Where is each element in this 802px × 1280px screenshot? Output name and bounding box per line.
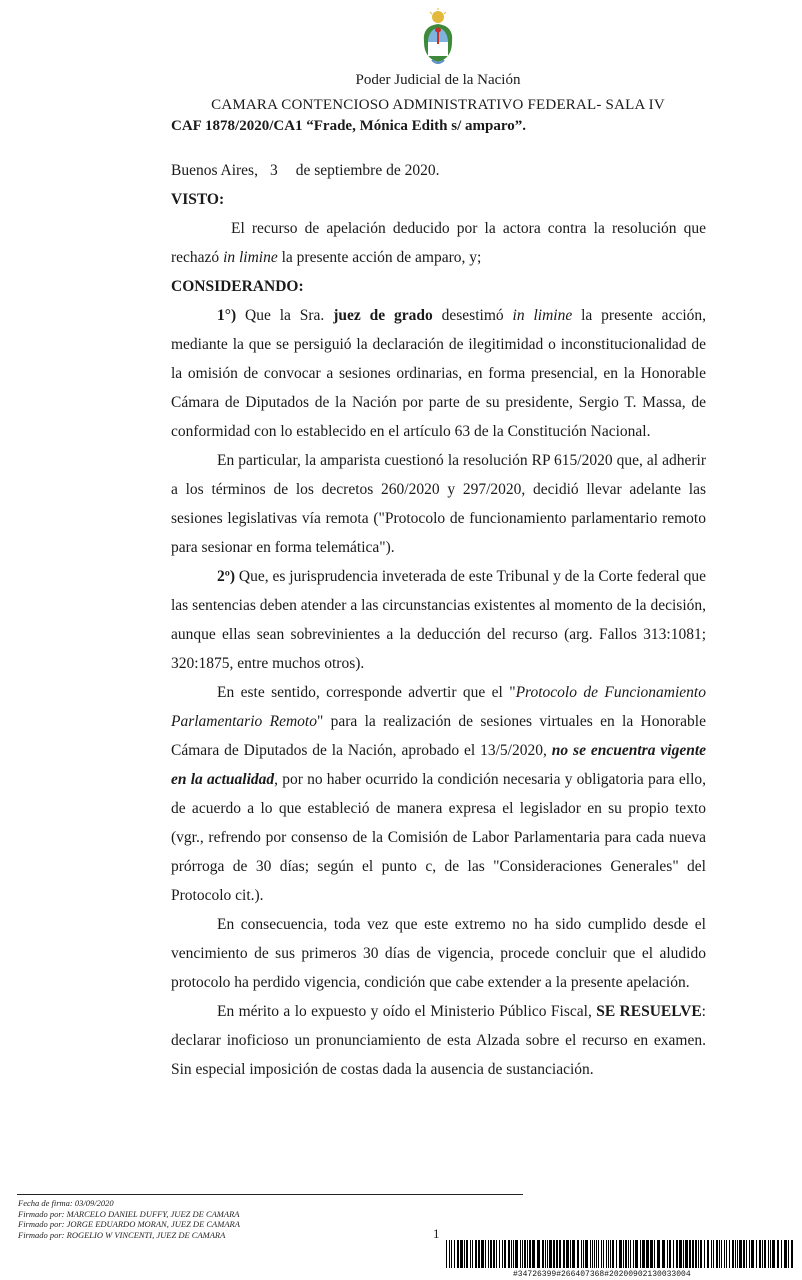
signature-block [18,1198,240,1240]
page-number: 1 [433,1226,440,1241]
date-rest: de septiembre de 2020. [295,162,440,179]
paragraph-6-text-a: En mérito a lo expuesto y oído el Ministerio Público Fiscal, [217,1003,597,1020]
signature-divider [17,1194,523,1195]
paragraph-6-bold: SE RESUELVE [596,1003,702,1020]
date-line [171,156,706,185]
case-title: CAF 1878/2020/CA1 “Frade, Mónica Edith s/ amparo”. [171,118,526,134]
paragraph-1-text-b: desestimó [432,307,513,324]
paragraph-4-text-c: , por no haber ocurrido la condición necesaria y obligatoria para ello, de acuerdo a lo que estableció de manera expresa el legislador en su propio texto (vgr., refrendo por consenso de la Comisión de Labor Parlamentaria para cada nueva prórroga de 30 días; según el punto c, de las "Consideraciones Generales" del Protocolo cit.). [171,771,706,904]
visto-paragraph [171,214,706,272]
signature-line: Firmado por: JORGE EDUARDO MORAN, JUEZ DE CAMARA [18,1219,240,1229]
signature-line: Firmado por: ROGELIO W VINCENTI, JUEZ DE CAMARA [18,1229,226,1240]
paragraph-6-text-b: : declarar inoficioso un pronunciamiento de esta Alzada sobre el recurso en examen. Sin especial imposición de costas dada la ausencia de sustanciación. [171,1003,706,1078]
document-body [171,156,706,1084]
paragraph-1-bold: juez de grado [333,307,433,324]
paragraph-5: En consecuencia, toda vez que este extremo no ha sido cumplido desde el vencimiento de sus primeros 30 días de vigencia, procede concluir que el aludido protocolo ha perdido vigencia, condición que cabe extender a la presente apelación. [171,916,706,991]
paragraph-3-text: Que, es jurisprudencia inveterada de este Tribunal y de la Corte federal que las sentencias deben atender a las circunstancias existentes al momento de la decisión, aunque ellas sean sobrevinientes a la deducción del recurso (arg. Fallos 313:1081; 320:1875, entre muchos otros). [171,568,706,672]
date-city: Buenos Aires, [171,162,258,179]
paragraph-1-number: 1°) [217,307,237,324]
paragraph-4-text-a: En este sentido, corresponde advertir que el " [217,684,516,701]
court-title: CAMARA CONTENCIOSO ADMINISTRATIVO FEDERAL- SALA IV [211,97,665,113]
paragraph-1 [171,301,706,446]
date-day: 3 [269,162,278,179]
paragraph-2: En particular, la amparista cuestionó la resolución RP 615/2020 que, al adherir a los términos de los decretos 260/2020 y 297/2020, decidió llevar adelante las sesiones legislativas vía remota ("Protocolo de funcionamiento parlamentario remoto para sesionar en forma telemática"). [171,452,706,556]
barcode-image [446,1240,796,1268]
visto-italic: in limine [223,249,278,266]
visto-text: El recurso de apelación deducido por la actora contra la resolución que rechazó [171,220,706,266]
considerando-heading: CONSIDERANDO: [171,278,304,295]
paragraph-1-text-c: la presente acción, mediante la que se persiguió la declaración de ilegitimidad o inconstitucionalidad de la omisión de convocar a sesiones ordinarias, en forma presencial, en la Honorable Cámara de Diputados de la Nación por parte de su presidente, Sergio T. Massa, de conformidad con lo establecido en el artículo 63 de la Constitución Nacional. [171,307,707,440]
paragraph-4 [171,678,706,910]
signature-line: Firmado por: MARCELO DANIEL DUFFY, JUEZ DE CAMARA [18,1208,240,1219]
paragraph-3-number: 2º) [217,568,236,585]
paragraph-3 [171,562,706,678]
paragraph-4-bold-italic: no se encuentra vigente en la actualidad [171,742,707,788]
institution-title: Poder Judicial de la Nación [355,72,521,88]
argentine-coat-of-arms-icon [418,8,458,68]
paragraph-4-text-b: " para la realización de sesiones virtuales en la Honorable Cámara de Diputados de la Nación, aprobado el 13/5/2020, [171,713,706,759]
visto-heading: VISTO: [171,191,225,208]
barcode-text: #34726399#266407368#20200902130033004 [513,1270,691,1279]
visto-text-end: la presente acción de amparo, y; [277,249,482,266]
signature-date: Fecha de firma: 03/09/2020 [18,1198,114,1208]
paragraph-1-text-a: Que la Sra. [236,307,334,324]
paragraph-4-italic: Protocolo de Funcionamiento Parlamentario Remoto [171,684,706,730]
paragraph-1-italic: in limine [512,307,573,324]
paragraph-6 [171,997,706,1084]
